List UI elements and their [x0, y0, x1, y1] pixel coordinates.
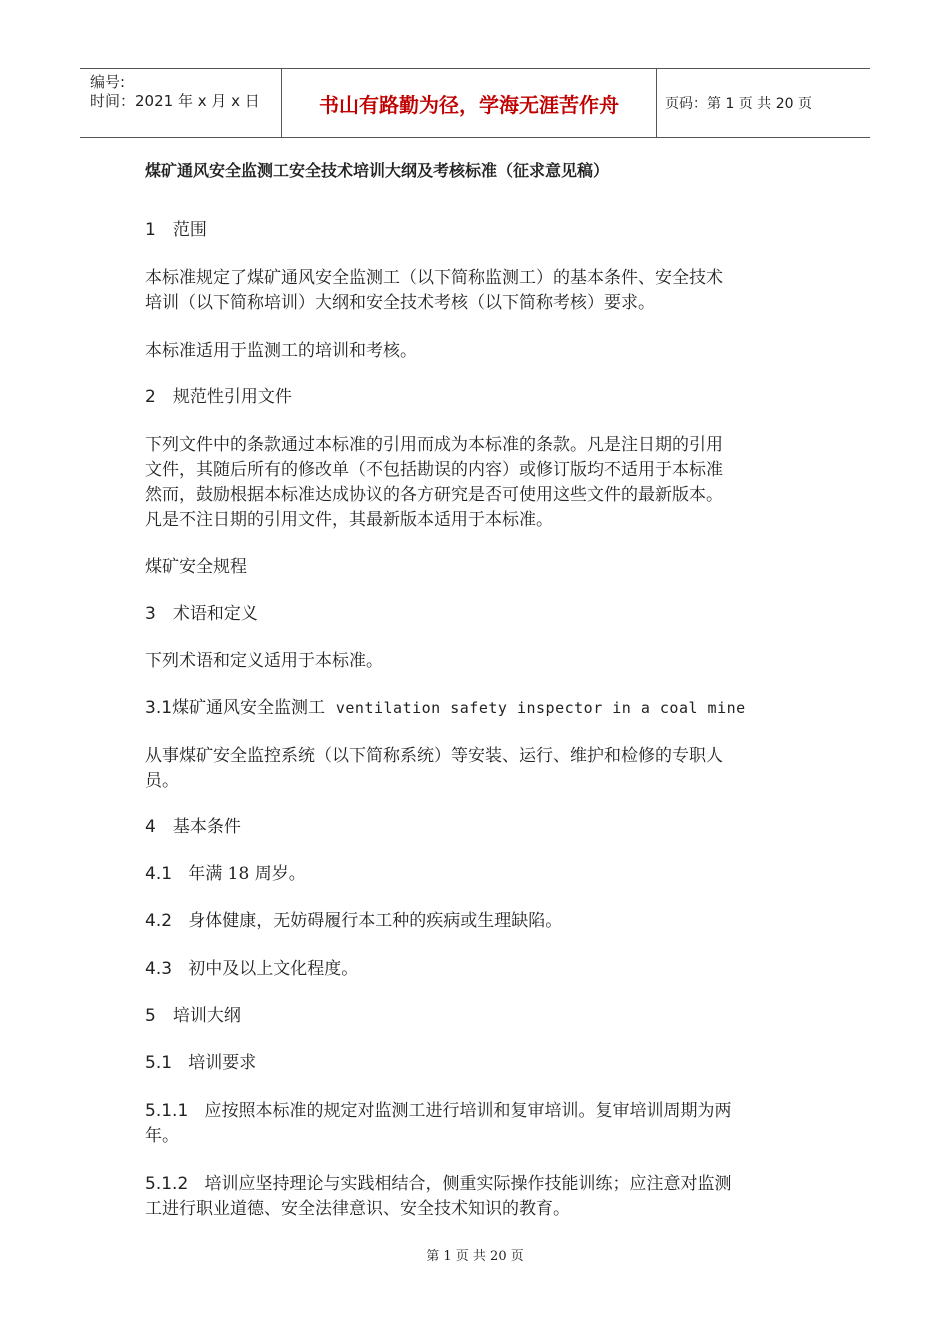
text-line: 员。	[145, 771, 179, 791]
time-label: 时间：2021 年 x 月 x 日	[90, 92, 260, 110]
section-1-heading: 1 范围	[145, 220, 207, 240]
clause-5-1	[145, 1051, 815, 1076]
document-title: 煤矿通风安全监测工安全技术培训大纲及考核标准（征求意见稿）	[145, 161, 610, 180]
section-5-heading: 5 培训大纲	[145, 1006, 241, 1026]
section-1-paragraph-1	[145, 266, 815, 316]
clause-4-1	[145, 862, 815, 887]
number-label: 编号:	[90, 73, 126, 91]
text-line: 工进行职业道德、安全法律意识、安全技术知识的教育。	[145, 1199, 570, 1219]
text-line: 从事煤矿安全监控系统（以下简称系统）等安装、运行、维护和检修的专职人	[145, 746, 723, 766]
clause-number: 5.1.2	[145, 1174, 189, 1194]
clause-number: 4.3	[145, 959, 173, 979]
clause-text: 身体健康，无妨碍履行本工种的疾病或生理缺陷。	[188, 911, 563, 931]
clause-text: 培训应坚持理论与实践相结合，侧重实际操作技能训练；应注意对监测	[204, 1174, 732, 1194]
section-4-heading: 4 基本条件	[145, 817, 241, 837]
text-line: 培训（以下简称培训）大纲和安全技术考核（以下简称考核）要求。	[145, 293, 655, 313]
section-3-paragraph: 下列术语和定义适用于本标准。	[145, 651, 383, 671]
term-en: ventilation safety inspector in a coal mine	[335, 699, 746, 717]
clause-text: 初中及以上文化程度。	[188, 959, 359, 979]
clause-5-1-2	[145, 1172, 815, 1222]
header-info	[80, 69, 280, 137]
clause-number: 5.1	[145, 1053, 173, 1073]
normative-reference: 煤矿安全规程	[145, 557, 247, 577]
clause-text: 年满 18 周岁。	[188, 864, 306, 884]
clause-number: 4.1	[145, 864, 173, 884]
clause-text: 应按照本标准的规定对监测工进行培训和复审培训。复审培训周期为两	[204, 1101, 732, 1121]
section-3-heading: 3 术语和定义	[145, 604, 258, 624]
text-line: 凡是不注日期的引用文件，其最新版本适用于本标准。	[145, 510, 553, 530]
text-line: 然而，鼓励根据本标准达成协议的各方研究是否可使用这些文件的最新版本。	[145, 485, 723, 505]
text-line: 下列文件中的条款通过本标准的引用而成为本标准的条款。凡是注日期的引用	[145, 435, 723, 455]
clause-4-2	[145, 909, 815, 934]
section-2-paragraph	[145, 433, 815, 533]
section-3-1-definition	[145, 744, 815, 794]
clause-number: 4.2	[145, 911, 173, 931]
clause-text: 培训要求	[188, 1053, 257, 1073]
clause-4-3	[145, 957, 815, 982]
clause-number: 5.1.1	[145, 1101, 189, 1121]
header-motto-cell	[281, 69, 657, 137]
clause-number: 3.1	[145, 698, 173, 718]
motto: 书山有路勤为径，学海无涯苦作舟	[319, 92, 619, 117]
text-line: 年。	[145, 1126, 179, 1146]
page-info: 页码：第 1 页 共 20 页	[665, 96, 812, 112]
clause-5-1-1	[145, 1099, 815, 1149]
page-header	[80, 68, 870, 138]
section-3-1-term	[145, 696, 815, 721]
section-1-paragraph-2: 本标准适用于监测工的培训和考核。	[145, 341, 417, 361]
text-line: 本标准规定了煤矿通风安全监测工（以下简称监测工）的基本条件、安全技术	[145, 268, 723, 288]
text-line: 文件，其随后所有的修改单（不包括勘误的内容）或修订版均不适用于本标准	[145, 460, 723, 480]
section-2-heading: 2 规范性引用文件	[145, 387, 292, 407]
page-footer: 第 1 页 共 20 页	[426, 1249, 524, 1264]
term-zh: 煤矿通风安全监测工	[172, 698, 326, 718]
header-page-info	[656, 69, 870, 137]
